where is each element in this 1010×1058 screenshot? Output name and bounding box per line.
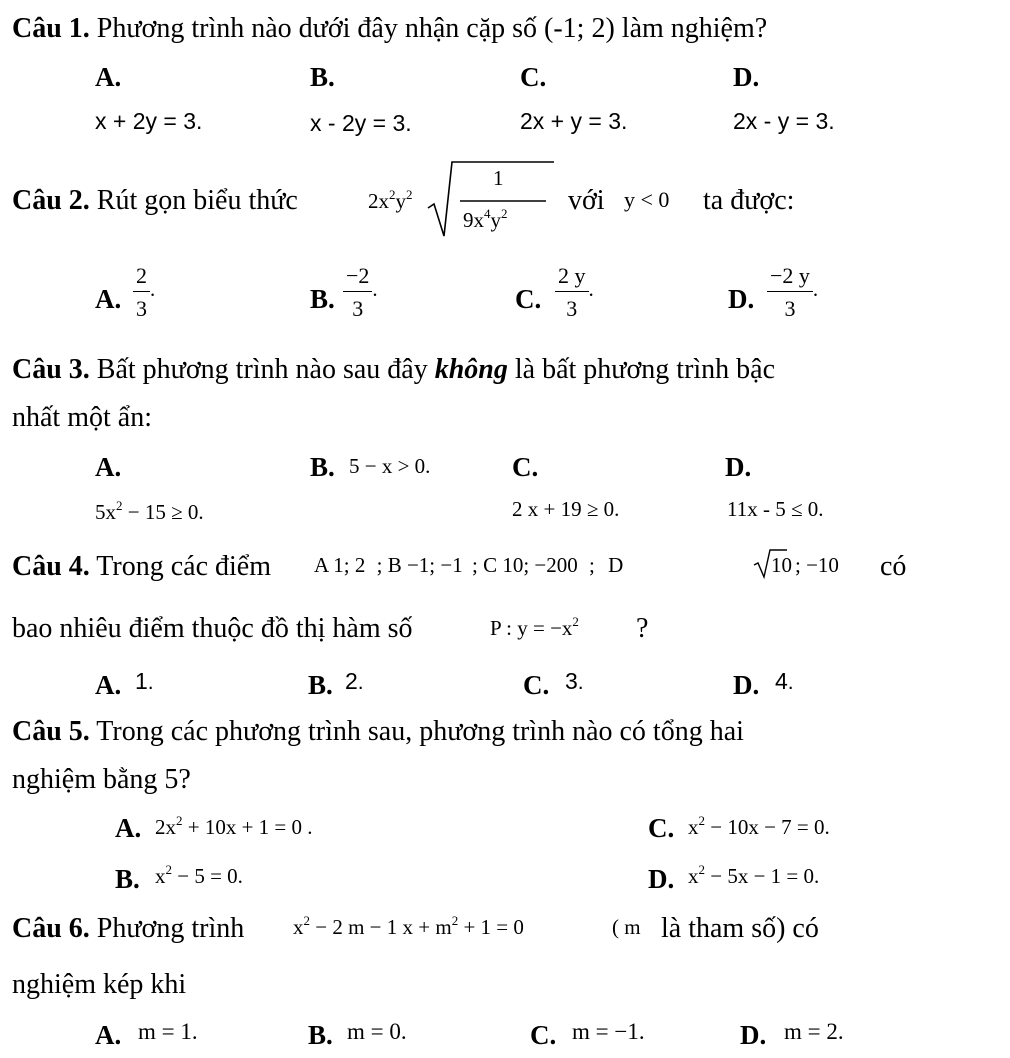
q4-label-d: D.	[733, 670, 760, 700]
q4-points: A 1; 2 ; B −1; −1 ; C 10; −200 ; D	[314, 553, 624, 577]
q6-text: Phương trình	[96, 913, 245, 944]
q2-option-a-num: 2	[133, 265, 150, 292]
q2-expr-y: y	[395, 189, 406, 213]
q3-prefix: Câu 3.	[12, 354, 90, 385]
q2-option-a-den: 3	[136, 296, 147, 321]
q5-option-a[interactable]: $2x^2 + 10x + 1 = 0$ .	[155, 813, 313, 839]
q5-line2: nghiệm bằng 5?	[12, 764, 191, 795]
q4-point-a: A 1; 2	[314, 553, 366, 577]
q1-option-b[interactable]: x - 2y = 3.	[310, 110, 412, 136]
q2-prefix: Câu 2.	[12, 185, 90, 216]
q2-root-den-y: y	[490, 208, 501, 232]
q2-option-c-num: 2 y	[555, 265, 589, 292]
q5-option-b[interactable]: $x^2 - 5 = 0$.	[155, 862, 243, 888]
q2-text: Rút gọn biểu thức	[96, 185, 298, 216]
q4-label-b: B.	[308, 670, 333, 700]
q4-option-a[interactable]: 1.	[135, 668, 154, 694]
q4-option-d[interactable]: 4.	[775, 668, 794, 694]
q4-point-b: B −1; −1	[387, 553, 463, 577]
q5-label-a: A.	[115, 813, 142, 843]
q6-param: ( m	[612, 915, 641, 939]
q3-label-b: B.	[310, 452, 335, 482]
q4-option-c[interactable]: 3.	[565, 668, 584, 694]
q2-option-b-den: 3	[352, 296, 364, 321]
q4-point-c: C 10; −200	[483, 553, 578, 577]
q2-with: với	[568, 185, 605, 216]
q2-expr-x-exp: 2	[389, 187, 396, 202]
q6-label-c: C.	[530, 1020, 557, 1050]
q2-label-b: B.	[310, 284, 335, 314]
q1-option-a[interactable]: x + 2y = 3.	[95, 108, 203, 134]
q3-option-a[interactable]: $5x^2 - 15 \ge 0$.	[95, 498, 204, 524]
q5-label-b: B.	[115, 864, 140, 894]
q2-label-c: C.	[515, 284, 542, 314]
q2-root-den-y-exp: 2	[501, 206, 508, 221]
q5-label-c: C.	[648, 813, 675, 843]
q6-option-a[interactable]: m = 1.	[138, 1019, 198, 1044]
q4-option-b[interactable]: 2.	[345, 668, 364, 694]
q5-stem	[12, 718, 744, 746]
q3-option-d[interactable]: 11x - 5 ≤ 0.	[727, 497, 824, 521]
q6-stem	[12, 915, 244, 943]
q6-label-d: D.	[740, 1020, 767, 1050]
q6-option-d[interactable]: m = 2.	[784, 1019, 844, 1044]
q3-text-b: là bất phương trình bậc	[514, 354, 776, 385]
q2-label-d: D.	[728, 284, 755, 314]
q6-option-c[interactable]: m = −1.	[572, 1019, 645, 1044]
q2-root-den-x-exp: 4	[484, 206, 491, 221]
q2-option-a[interactable]: $\frac{2}{3}$ .	[133, 265, 155, 320]
q5-option-c[interactable]: $x^2 - 10x - 7 = 0$.	[688, 813, 830, 839]
q1-label-d: D.	[733, 62, 760, 92]
q2-condition: y < 0	[624, 187, 670, 212]
q2-root-den: 9x	[463, 208, 484, 232]
q4-tail: có	[880, 551, 907, 582]
q5-label-d: D.	[648, 864, 675, 894]
q2-label-a: A.	[95, 284, 122, 314]
q2-tail: ta được:	[703, 185, 795, 216]
q2-stem	[12, 187, 298, 215]
q3-text-a: Bất phương trình nào sau đây	[96, 354, 428, 385]
q2-expr-y-exp: 2	[406, 187, 413, 202]
q4-label-a: A.	[95, 670, 122, 700]
q5-option-d[interactable]: $x^2 - 5x - 1 = 0$.	[688, 862, 820, 888]
q4-qmark: ?	[636, 613, 649, 644]
q4-point-d-name: D	[608, 553, 624, 577]
q3-label-d: D.	[725, 452, 752, 482]
q6-label-b: B.	[308, 1020, 333, 1050]
q2-option-d[interactable]: $\frac{-2 y}{3}$ .	[767, 265, 818, 320]
q2-expr-coef: 2x	[368, 189, 389, 213]
q1-text: Phương trình nào dưới đây nhận cặp số (-1; 2) làm nghiệm?	[96, 13, 768, 44]
q1-label-a: A.	[95, 62, 122, 92]
q1-stem	[12, 15, 767, 43]
q6-label-a: A.	[95, 1020, 122, 1050]
q4-prefix: Câu 4.	[12, 551, 90, 582]
q1-label-b: B.	[310, 62, 335, 92]
q6-line2: nghiệm kép khi	[12, 969, 187, 1000]
q3-emph: không	[434, 354, 508, 385]
q3-label-c: C.	[512, 452, 539, 482]
q5-text: Trong các phương trình sau, phương trình nào có tổng hai	[96, 716, 744, 747]
q3-label-a: A.	[95, 452, 122, 482]
q1-label-c: C.	[520, 62, 547, 92]
q4-function: P : $y = -x^2$	[490, 614, 579, 640]
q6-option-b[interactable]: m = 0.	[347, 1019, 407, 1044]
q6-param-tail: là tham số) có	[661, 913, 819, 944]
q2-option-d-den: 3	[784, 296, 796, 321]
q2-option-b[interactable]: $\frac{-2}{3}$ .	[343, 265, 378, 320]
q3-stem	[12, 356, 775, 384]
q2-option-c[interactable]: $\frac{2 y}{3}$ .	[555, 265, 594, 320]
q2-option-c-den: 3	[566, 296, 578, 321]
q1-option-c[interactable]: 2x + y = 3.	[520, 108, 628, 134]
q4-text: Trong các điểm	[96, 551, 272, 582]
q4-line2: bao nhiêu điểm thuộc đồ thị hàm số	[12, 613, 413, 644]
q6-equation: $x^2 - 2$ m − 1 $x + m^2 + 1 = 0$	[293, 913, 524, 939]
q4-stem	[12, 553, 271, 581]
q6-prefix: Câu 6.	[12, 913, 90, 944]
q2-option-b-num: −2	[343, 265, 372, 292]
q2-root-num: 1	[493, 166, 504, 190]
q1-prefix: Câu 1.	[12, 13, 90, 44]
q3-option-c[interactable]: 2 x + 19 ≥ 0.	[512, 497, 620, 521]
q3-text-c: nhất một ẩn:	[12, 402, 152, 433]
q4-label-c: C.	[523, 670, 550, 700]
q1-option-d[interactable]: 2x - y = 3.	[733, 108, 835, 134]
q3-option-b[interactable]: 5 − x > 0.	[349, 454, 431, 478]
q2-option-d-num: −2 y	[767, 265, 813, 292]
q5-prefix: Câu 5.	[12, 716, 90, 747]
